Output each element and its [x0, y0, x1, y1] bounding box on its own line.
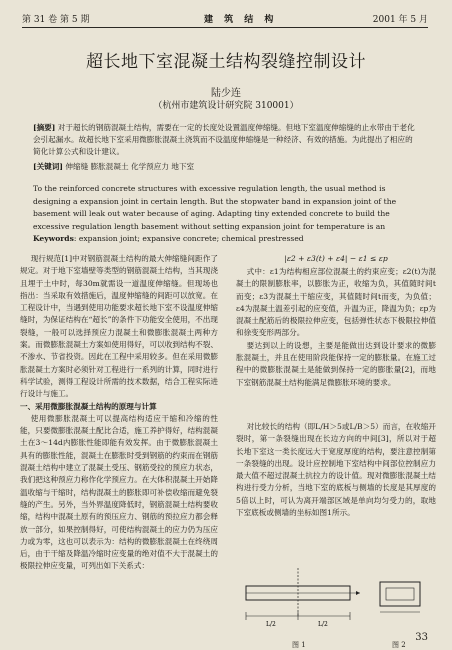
- page-number: 33: [415, 632, 428, 643]
- fig1-dim-left: L/2: [266, 621, 276, 628]
- journal-name: 建 筑 结 构: [204, 15, 278, 25]
- header-rule: [22, 27, 428, 28]
- section-paragraph: 使用微膨胀混凝土可以提高结构适应干缩和冷缩的性能，只要微膨胀混凝土配比合适，施工养护得好，结构混凝土在3～14d内膨胀性能即能有效发挥。由于微膨胀混凝土具有的膨胀性能，混凝土在膨胀时受到钢筋的约束而在钢筋混凝土结构中建立了混凝土受压、钢筋受拉的预应力状态，我们把这种预应力称作化学预应力。在大体积混凝土开始降温收缩与干缩时，结构混凝土的膨胀即可补偿收缩而避免裂缝的产生。另外，当外界温度降低时，钢筋混凝土结构要收缩，结构中混凝土原有的预压应力、钢筋的预拉应力都会释放一部分，如果控制得好，可使结构混凝土的应力仍为压应力或为零，这也可以表示为：结构的微膨胀混凝土在终绕周后，由于干缩及降温冷缩时应变量的绝对值不大于混凝土的极限拉伸应变量，可列出如下关系式：: [20, 413, 218, 571]
- issue-info: 第 31 卷 第 5 期: [22, 15, 90, 25]
- section-heading: 一、采用微膨胀混凝土结构的原理与计算: [20, 401, 157, 411]
- right-paragraph-3: 对比较长的结构（即L/H＞5或L/B＞5）而言，在收缩开裂时，第一条裂缝出现在长边方向的中间[3]，所以对于超长地下室这一类长度远大于宽度厚度的结构，要注意控制第一条裂缝的出现。设计应控制地下室结构中间部位控制应力最大值不超过混凝土抗拉力的设计值。现对微膨胀混凝土结构进行受力分析，当地下室的底板与侧墙的长度是其厚度的5倍以上时，可认为离开端部区域是单向均匀受力的，取地下室底板或侧墙的坐标如图1所示。: [236, 422, 436, 518]
- article-title: 超长地下室混凝土结构裂缝控制设计: [86, 52, 366, 72]
- issue-date: 2001 年 5 月: [372, 15, 428, 25]
- abstract-chinese: [33, 122, 418, 160]
- variable-definitions: 式中：ε1为结构相应部位混凝土的约束应变；ε2(t)为混凝土的限制膨胀率，以膨胀为正，收缩为负，其值随时间t而变；ε3为混凝土干缩应变，其值随时间t而变，为负值；ε4为混凝土温差引起的应变值，升温为正，降温为负；εp为混凝土配筋后的极限拉伸应变，包括弹性状态下极限拉伸值和徐变变形两部分。: [236, 267, 436, 338]
- formula: |ε2 + ε3(t) + ε4| − ε1 ≤ εp: [284, 254, 388, 263]
- author-affiliation: （杭州市建筑设计研究院 310001）: [153, 101, 299, 111]
- figure-2-diagram: [380, 582, 420, 612]
- fig1-dim-right: L/2: [318, 621, 328, 628]
- right-column-bottom: [236, 421, 436, 559]
- figure-1-caption: 图 1: [292, 641, 306, 649]
- abstract-label: [摘要]: [33, 123, 56, 132]
- keywords-chinese: [33, 161, 418, 173]
- keywords-label: [关键词]: [33, 162, 63, 171]
- figure-1-diagram: [246, 568, 360, 628]
- figures: [240, 560, 436, 634]
- keywords-english: Keywords: expansion joint; expansive concrete; chemical prestressed: [33, 234, 304, 243]
- running-header: [22, 12, 428, 26]
- keywords-text: 伸缩缝 膨胀混凝土 化学预应力 地下室: [65, 162, 195, 171]
- intro-paragraph: 现行规范[1]中对钢筋混凝土结构的最大伸缩缝间距作了规定。对于地下室墙壁等类型的钢筋混凝土结构，当其现浇且埋于土中时，每30m就需设一道温度伸缩缝。但现场也指出：当采取有效措施后，温度伸缩缝的间距可以放宽。在工程设计中，当遇到使用功能要求超长地下室不设温度伸缩缝时，为保证结构在“超长”的条件下功能安全使用，不出现裂缝，一般可以选择预应力混凝土和微膨胀混凝土两种方案。而微膨胀混凝土方案如使用得好，可以收到结构不裂、不渗水、节省投资。因此在工程中采用较多。但在采用微膨胀混凝土方案时必须针对工程进行一系列的计算，同时进行科学试验，测得工程设计所需的技术数据，结合工程实际进行设计与施工。: [20, 254, 218, 399]
- right-column-top: [236, 266, 436, 416]
- abstract-english: To the reinforced concrete structures with excessive regulation length, the usual method is designing a expansion joint in certain length. But the stopwater band in expansion joint of the basement will leak out water because of aging. Adapting tiny extended concrete to build the excessive regulation length basement without setting expansion joint for temperature is an: [33, 184, 397, 231]
- abstract-text: 对于超长的钢筋混凝土结构，需要在一定的长度处设置温度伸缩缝。但地下室温度伸缩缝的止水带由于老化会引起漏水。故超长地下室采用微膨胀混凝土浇筑而不设温度伸缩缝是一种经济、有效的措施。为此提出了相应的简化计算公式和设计建议。: [33, 123, 415, 156]
- left-column: [20, 253, 218, 625]
- figure-2-caption: 图 2: [392, 641, 406, 649]
- keywords-en-label: Keywords: [33, 234, 74, 243]
- keywords-en-text: expansion joint; expansive concrete; chemical prestressed: [78, 234, 304, 243]
- right-paragraph-2: 要达到以上的设想，主要是能做出达到设计要求的微膨胀混凝土，并且在使用阶段能保持一定的膨胀量。在施工过程中的微膨胀混凝土是能做到保持一定的膨胀量[2]，而地下室钢筋混凝土结构能满足微膨胀环境的要求。: [236, 340, 436, 387]
- author-name: 陆少连: [211, 88, 241, 99]
